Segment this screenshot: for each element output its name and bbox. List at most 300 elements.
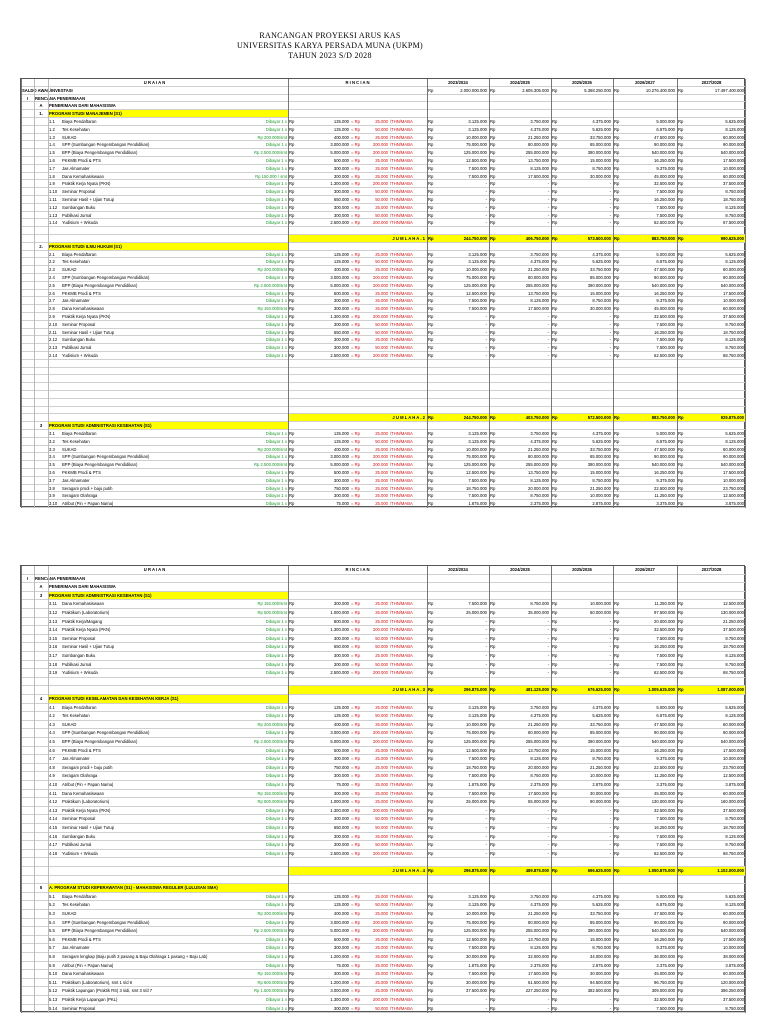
year-value: - xyxy=(485,644,487,650)
equals-label: = Rp xyxy=(351,653,360,658)
year-value: 21.250.000 xyxy=(590,764,611,770)
year-value: 3.375.000 xyxy=(656,782,675,787)
currency-label: Rp xyxy=(428,610,434,615)
blank-row xyxy=(21,360,746,368)
item-name: SPP (Sumbangan Pengembangan Pendidikan) xyxy=(62,919,150,925)
table-row xyxy=(21,901,746,910)
year-value: 10.000.000 xyxy=(723,298,744,304)
currency-label: Rp xyxy=(490,902,496,908)
item-number: 4.10 xyxy=(49,782,58,787)
currency-label: Rp xyxy=(289,134,295,140)
item-quantity: 50.000 xyxy=(375,197,388,202)
currency-label: Rp xyxy=(490,251,496,257)
year-value: 11.250.000 xyxy=(654,493,675,499)
currency-label: Rp xyxy=(428,954,434,959)
currency-label: Rp xyxy=(614,670,620,676)
currency-label: Rp xyxy=(490,782,496,787)
lvl1-row xyxy=(21,95,746,103)
item-number: 4.5 xyxy=(49,739,55,744)
item-number: 5.3 xyxy=(49,911,55,916)
currency-label: Rp xyxy=(614,204,620,210)
table-row xyxy=(21,196,746,204)
year-value: 10.000.000 xyxy=(590,601,611,607)
year-value: 37.500.000 xyxy=(723,997,744,1002)
year-value: 6.875.000 xyxy=(656,713,675,719)
item-quantity: 200.000 xyxy=(372,181,388,187)
year-value: 7.500.000 xyxy=(656,635,675,641)
currency-label: Rp xyxy=(289,454,295,460)
header-uraian: U R A I A N xyxy=(143,567,166,572)
year-value: - xyxy=(485,321,487,327)
year-value: 540.000.000 xyxy=(651,928,675,934)
currency-label: Rp xyxy=(614,275,620,280)
equals-label: = Rp xyxy=(351,893,360,899)
item-number: 3.17 xyxy=(49,653,58,658)
year-value: 8.125.000 xyxy=(725,126,744,132)
table-row xyxy=(21,953,746,962)
table-row xyxy=(21,157,746,165)
currency-label: Rp xyxy=(678,962,684,968)
item-price: 300.000 xyxy=(333,833,349,839)
item-number: 2.13 xyxy=(49,345,58,351)
equals-label: = Rp xyxy=(351,119,360,124)
currency-label: Rp xyxy=(490,799,496,805)
item-quantity: 25.000 xyxy=(375,653,388,658)
item-number: 4.11 xyxy=(49,790,57,796)
currency-label: Rp xyxy=(552,438,558,444)
title-line-2: UNIVERSITAS KARYA PERSADA MUNA (UKPM) xyxy=(236,41,424,50)
year-value: - xyxy=(485,997,487,1002)
year-value: 23.750.000 xyxy=(723,764,744,770)
currency-label: Rp xyxy=(552,150,558,156)
item-note: Rp 2.500.000/smt xyxy=(253,150,287,156)
item-quantity: 25.000 xyxy=(375,764,388,770)
item-note: Rp 500.000/smt xyxy=(257,610,287,615)
item-number: 2.12 xyxy=(49,337,58,343)
year-value: 7.500.000 xyxy=(656,816,675,822)
column-divider xyxy=(427,566,428,1013)
currency-label: Rp xyxy=(614,197,620,202)
currency-label: Rp xyxy=(289,773,295,779)
currency-label: Rp xyxy=(552,825,558,830)
year-value: 60.000.000 xyxy=(723,173,744,179)
year-value: 90.000.000 xyxy=(654,730,675,736)
currency-label: Rp xyxy=(490,627,496,633)
item-unit: /THN/MABA xyxy=(390,259,413,265)
item-note: Dibayar 1 x xyxy=(265,661,287,667)
item-price: 2.500.000 xyxy=(330,670,349,676)
equals-label: = Rp xyxy=(351,259,360,265)
year-value: 10.000.000 xyxy=(466,911,487,916)
item-name: Praktik Kerja Nyata (PKN) xyxy=(62,181,111,187)
item-quantity: 25.000 xyxy=(375,337,388,343)
equals-label: = Rp xyxy=(351,454,360,460)
year-value: 75.000.000 xyxy=(466,730,487,736)
item-unit: /THN/MABA xyxy=(390,220,413,226)
year-value: 16.250.000 xyxy=(654,936,675,942)
currency-label: Rp xyxy=(490,321,496,327)
item-price: 3.000.000 xyxy=(330,988,349,994)
year-value: 5.625.000 xyxy=(725,251,744,257)
currency-label: Rp xyxy=(490,773,496,779)
currency-label: Rp xyxy=(678,290,684,296)
equals-label: = Rp xyxy=(351,220,360,226)
currency-label: Rp xyxy=(678,87,684,93)
year-value: 21.250.000 xyxy=(528,721,549,727)
item-name: Seminar Proposal xyxy=(62,1005,96,1011)
currency-label: Rp xyxy=(428,739,434,744)
table-row xyxy=(21,165,746,173)
currency-label: Rp xyxy=(289,644,295,650)
currency-label: Rp xyxy=(552,462,558,468)
item-number: 4.4 xyxy=(49,730,55,736)
year-value: 62.500.000 xyxy=(654,220,675,226)
item-price: 1.000.000 xyxy=(330,799,349,805)
year-value: 7.500.000 xyxy=(468,773,487,779)
item-name: Seminar Proposal xyxy=(62,189,96,195)
item-note: Dibayar 1 x xyxy=(265,618,287,624)
item-quantity: 25.000 xyxy=(375,158,388,163)
year-value: 990.625.000 xyxy=(720,236,744,241)
year-value: 489.875.000 xyxy=(525,868,549,873)
year-value: 130.000.000 xyxy=(720,610,744,615)
item-quantity: 25.000 xyxy=(375,165,388,171)
item-quantity: 25.000 xyxy=(375,962,388,968)
item-unit: /THN/MABA xyxy=(390,501,413,507)
year-value: 3.750.000 xyxy=(530,704,549,710)
table-row xyxy=(21,453,746,461)
year-value: 60.000.000 xyxy=(590,610,611,615)
program-number: 2. xyxy=(39,243,43,249)
currency-label: Rp xyxy=(552,415,558,421)
year-value: - xyxy=(547,627,549,633)
column-divider xyxy=(48,566,49,1013)
item-price: 300.000 xyxy=(333,601,349,607)
item-note: Dibayar 1 x xyxy=(265,493,287,499)
year-value: 90.000.000 xyxy=(723,142,744,148)
year-value: 16.250.000 xyxy=(654,470,675,475)
currency-label: Rp xyxy=(678,773,684,779)
currency-label: Rp xyxy=(428,275,434,280)
year-value: 33.750.000 xyxy=(590,446,611,452)
item-quantity: 25.000 xyxy=(375,493,388,499)
year-value: 7.500.000 xyxy=(656,345,675,351)
year-value: - xyxy=(609,661,611,667)
currency-label: Rp xyxy=(428,936,434,942)
item-number: 2.7 xyxy=(49,298,55,304)
table-row xyxy=(21,461,746,469)
item-name: Sumbangan Buku xyxy=(62,337,96,343)
currency-label: Rp xyxy=(490,979,496,985)
year-value: 540.000.000 xyxy=(651,739,675,744)
currency-label: Rp xyxy=(490,661,496,667)
equals-label: = Rp xyxy=(351,321,360,327)
equals-label: = Rp xyxy=(351,431,360,436)
table-row xyxy=(21,729,746,738)
currency-label: Rp xyxy=(614,345,620,351)
currency-label: Rp xyxy=(428,713,434,719)
year-value: 85.000.000 xyxy=(590,142,611,148)
table-row xyxy=(21,790,746,799)
year-value: - xyxy=(485,661,487,667)
year-value: - xyxy=(485,189,487,195)
table-row xyxy=(21,755,746,764)
currency-label: Rp xyxy=(678,204,684,210)
item-quantity: 25.000 xyxy=(375,704,388,710)
currency-label: Rp xyxy=(289,431,295,436)
item-note: Dibayar 1 x xyxy=(265,635,287,641)
year-value: 2.000.000.000 xyxy=(460,87,487,93)
item-name: Sumbangan Buku xyxy=(62,653,96,658)
currency-label: Rp xyxy=(490,893,496,899)
equals-label: = Rp xyxy=(351,902,360,908)
item-quantity: 25.000 xyxy=(375,204,388,210)
currency-label: Rp xyxy=(289,979,295,985)
sum-row xyxy=(21,414,746,422)
year-value: 5.625.000 xyxy=(725,431,744,436)
currency-label: Rp xyxy=(614,928,620,934)
currency-label: Rp xyxy=(678,329,684,335)
currency-label: Rp xyxy=(552,902,558,908)
currency-label: Rp xyxy=(678,353,684,358)
year-value: 16.250.000 xyxy=(654,290,675,296)
table-row xyxy=(21,996,746,1005)
currency-label: Rp xyxy=(289,971,295,977)
currency-label: Rp xyxy=(289,782,295,787)
year-value: 7.500.000 xyxy=(656,337,675,343)
currency-label: Rp xyxy=(614,212,620,218)
item-name: Tes Kesehatan xyxy=(62,126,90,132)
currency-label: Rp xyxy=(428,971,434,977)
item-name: Seragam prodi + baju putih xyxy=(62,485,113,491)
currency-label: Rp xyxy=(428,988,434,994)
currency-label: Rp xyxy=(428,868,434,873)
currency-label: Rp xyxy=(678,997,684,1002)
item-unit: /THN/MABA xyxy=(390,610,413,615)
item-name: Atribut (Pin + Papan Nama) xyxy=(62,962,114,968)
currency-label: Rp xyxy=(428,485,434,491)
header-year: 2025/2026 xyxy=(572,567,592,572)
year-value: 120.000.000 xyxy=(720,979,744,985)
item-note: Dibayar 1 x xyxy=(265,438,287,444)
item-price: 5.000.000 xyxy=(330,150,349,156)
table-row xyxy=(21,626,746,635)
currency-label: Rp xyxy=(614,902,620,908)
year-value: - xyxy=(547,337,549,343)
item-name: Sumbangan Buku xyxy=(62,833,96,839)
year-value: 390.000.000 xyxy=(587,462,611,468)
item-quantity: 25.000 xyxy=(375,799,388,805)
currency-label: Rp xyxy=(428,181,434,187)
header-year: 2026/2027 xyxy=(635,567,655,572)
table-row xyxy=(21,173,746,181)
currency-label: Rp xyxy=(614,87,620,93)
item-number: 3.13 xyxy=(49,618,58,624)
year-value: 17.500.000 xyxy=(528,971,549,977)
year-value: 33.750.000 xyxy=(590,721,611,727)
currency-label: Rp xyxy=(552,764,558,770)
currency-label: Rp xyxy=(614,485,620,491)
currency-label: Rp xyxy=(428,979,434,985)
item-unit: /THN/MABA xyxy=(390,962,413,968)
year-value: 11.250.000 xyxy=(654,601,675,607)
currency-label: Rp xyxy=(289,282,295,288)
year-value: 17.500.000 xyxy=(723,158,744,163)
currency-label: Rp xyxy=(614,236,620,241)
year-value: 13.750.000 xyxy=(528,747,549,753)
sec-row xyxy=(21,422,746,430)
currency-label: Rp xyxy=(428,670,434,676)
currency-label: Rp xyxy=(614,850,620,856)
item-number: 3.6 xyxy=(49,470,55,475)
currency-label: Rp xyxy=(289,477,295,483)
item-number: 1.13 xyxy=(49,212,58,218)
year-value: 20.000.000 xyxy=(528,764,549,770)
item-unit: /THN/MABA xyxy=(390,842,413,848)
column-divider xyxy=(21,79,22,508)
equals-label: = Rp xyxy=(351,919,360,925)
currency-label: Rp xyxy=(614,644,620,650)
item-unit: /THN/MABA xyxy=(390,321,413,327)
table-row xyxy=(21,618,746,627)
currency-label: Rp xyxy=(289,730,295,736)
year-value: 10.000.000 xyxy=(466,267,487,273)
equals-label: = Rp xyxy=(351,627,360,633)
item-unit: /THN/MABA xyxy=(390,799,413,805)
currency-label: Rp xyxy=(428,134,434,140)
year-value: 85.000.000 xyxy=(590,454,611,460)
item-unit: /THN/MABA xyxy=(390,329,413,335)
item-quantity: 200.000 xyxy=(372,353,388,358)
year-value: - xyxy=(609,618,611,624)
currency-label: Rp xyxy=(552,267,558,273)
item-name: PKKMB Prodi & PTS xyxy=(62,747,101,753)
year-value: - xyxy=(485,635,487,641)
item-note: Dibayar 1 x xyxy=(265,345,287,351)
item-price: 3.000.000 xyxy=(330,142,349,148)
currency-label: Rp xyxy=(428,687,434,693)
year-value: 15.000.000 xyxy=(590,470,611,475)
item-price: 300.000 xyxy=(333,306,349,312)
item-number: 4.2 xyxy=(49,713,55,719)
table-row xyxy=(21,1005,746,1014)
year-value: 3.125.000 xyxy=(468,259,487,265)
item-name: Biaya Pendaftaran xyxy=(62,119,97,124)
item-price: 300.000 xyxy=(333,816,349,822)
currency-label: Rp xyxy=(490,337,496,343)
year-value: 23.750.000 xyxy=(723,485,744,491)
equals-label: = Rp xyxy=(351,756,360,762)
year-value: 244.750.000 xyxy=(463,236,487,241)
item-unit: /THN/MABA xyxy=(390,833,413,839)
blank-row xyxy=(21,407,746,415)
currency-label: Rp xyxy=(552,782,558,787)
item-quantity: 200.000 xyxy=(372,730,388,736)
currency-label: Rp xyxy=(490,842,496,848)
currency-label: Rp xyxy=(678,635,684,641)
year-value: - xyxy=(609,1005,611,1011)
currency-label: Rp xyxy=(428,212,434,218)
currency-label: Rp xyxy=(678,653,684,658)
currency-label: Rp xyxy=(490,329,496,335)
year-value: 32.500.000 xyxy=(654,314,675,319)
currency-label: Rp xyxy=(614,807,620,813)
table-row xyxy=(21,815,746,824)
currency-label: Rp xyxy=(678,142,684,148)
year-value: 8.750.000 xyxy=(592,756,611,762)
blank-row xyxy=(21,383,746,391)
currency-label: Rp xyxy=(678,833,684,839)
currency-label: Rp xyxy=(289,485,295,491)
item-quantity: 200.000 xyxy=(372,627,388,633)
year-value: 3.125.000 xyxy=(468,126,487,132)
year-value: 10.000.000 xyxy=(723,477,744,483)
year-value: 4.375.000 xyxy=(530,713,549,719)
year-value: 21.250.000 xyxy=(528,446,549,452)
year-value: 68.750.000 xyxy=(723,353,744,358)
item-number: 4.16 xyxy=(49,833,58,839)
equals-label: = Rp xyxy=(351,298,360,304)
item-unit: /THN/MABA xyxy=(390,462,413,468)
item-quantity: 25.000 xyxy=(375,485,388,491)
currency-label: Rp xyxy=(490,833,496,839)
year-value: - xyxy=(485,850,487,856)
item-quantity: 25.000 xyxy=(375,988,388,994)
currency-label: Rp xyxy=(289,816,295,822)
currency-label: Rp xyxy=(490,764,496,770)
year-value: 15.000.000 xyxy=(590,290,611,296)
currency-label: Rp xyxy=(490,126,496,132)
equals-label: = Rp xyxy=(351,601,360,607)
table-row xyxy=(21,251,746,259)
currency-label: Rp xyxy=(490,610,496,615)
item-price: 650.000 xyxy=(333,644,349,650)
year-value: 8.750.000 xyxy=(725,1005,744,1011)
equals-label: = Rp xyxy=(351,825,360,830)
currency-label: Rp xyxy=(490,298,496,304)
year-value: 8.750.000 xyxy=(592,298,611,304)
column-divider xyxy=(288,566,289,1013)
equals-label: = Rp xyxy=(351,267,360,273)
year-value: 481.125.000 xyxy=(525,687,549,693)
item-price: 400.000 xyxy=(333,134,349,140)
year-value: - xyxy=(609,353,611,358)
item-price: 400.000 xyxy=(333,267,349,273)
item-note: Dibayar 1 x xyxy=(265,181,287,187)
currency-label: Rp xyxy=(678,979,684,985)
currency-label: Rp xyxy=(428,220,434,226)
currency-label: Rp xyxy=(289,799,295,805)
item-number: 3.14 xyxy=(49,627,58,633)
year-value: 62.500.000 xyxy=(654,670,675,676)
currency-label: Rp xyxy=(552,212,558,218)
item-name: PKKMB Prodi & PTS xyxy=(62,936,101,942)
currency-label: Rp xyxy=(490,189,496,195)
year-value: 12.500.000 xyxy=(466,158,487,163)
currency-label: Rp xyxy=(289,119,295,124)
equals-label: = Rp xyxy=(351,306,360,312)
currency-label: Rp xyxy=(678,945,684,951)
year-value: - xyxy=(609,345,611,351)
item-quantity: 25.000 xyxy=(375,501,388,507)
year-value: - xyxy=(547,653,549,658)
year-value: 244.750.000 xyxy=(463,415,487,421)
currency-label: Rp xyxy=(678,337,684,343)
currency-label: Rp xyxy=(614,661,620,667)
year-value: 7.500.000 xyxy=(656,321,675,327)
item-unit: /THN/MABA xyxy=(390,337,413,343)
item-price: 300.000 xyxy=(333,165,349,171)
